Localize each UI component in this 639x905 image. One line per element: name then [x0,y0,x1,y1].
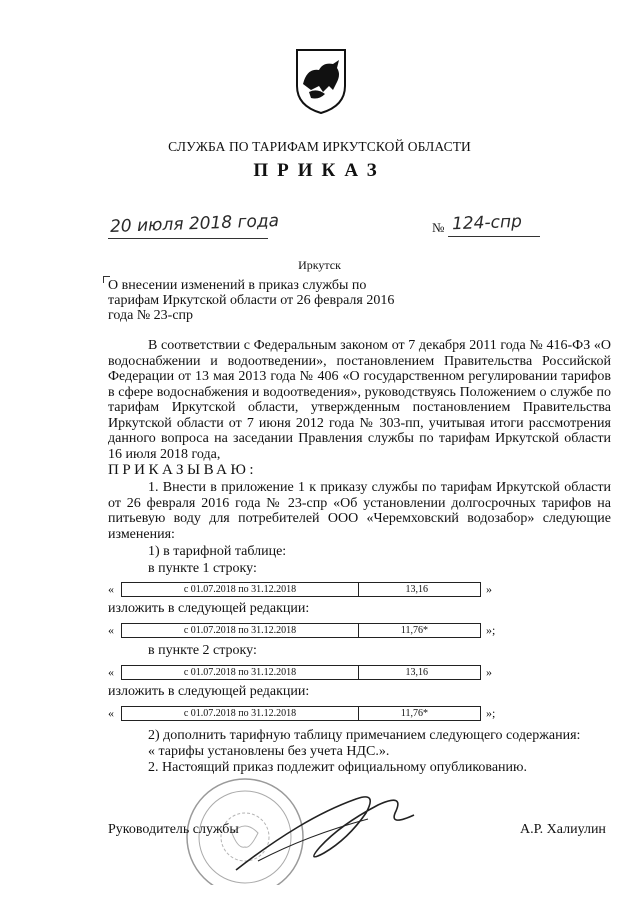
value-text: 13,16 [405,667,428,678]
table-row [108,623,508,637]
value-cell [359,666,480,679]
period-cell: с 01.07.2018 по 31.12.2018 [122,624,359,637]
tariff-table-row [121,623,481,638]
tariff-table-row [121,582,481,597]
open-quote: « [108,665,114,679]
table-row [108,582,508,596]
table-row [108,665,508,679]
point-1-label: в пункте 1 строку: [148,561,257,576]
handwritten-number: 124-спр [451,211,523,235]
value-cell [359,624,480,637]
period-cell: с 01.07.2018 по 31.12.2018 [122,583,359,596]
value-cell [359,707,480,720]
preamble-paragraph: В соответствии с Федеральным законом от 7 декабря 2011 года № 416-ФЗ «О водоснабжении и водоотведении», постановлением Правительства Российской Федерации от 13 мая 2013 года № 406 «О государственном регулировании тарифов в сфере водоснабжения и водоотведения», руководствуясь Положением о службе по тарифам Иркутской области, утвержденным постановлением Правительства Иркутской области от 7 июня 2012 года № 303-пп, учитывая итоги рассмотрения данного вопроса на заседании Правления службы по тарифам Иркутской области 16 июля 2018 года, [108,338,611,462]
head-name: А.Р. Халиулин [520,822,606,837]
note-text: « тарифы установлены без учета НДС.». [148,744,390,759]
close-quote: » [486,582,492,596]
item-1-paragraph: 1. Внести в приложение 1 к приказу службы по тарифам Иркутской области от 26 февраля 2016 года № 23-спр «Об установлении долгосрочных тарифов на питьевую воду для потребителей ООО «Черемховский водозабор» следующие изменения: [108,480,611,542]
number-underline [448,236,540,237]
document-subject: О внесении изменений в приказ службы по тарифам Иркутской области от 26 февраля 2016 года № 23-спр [108,278,395,323]
date-underline [108,238,268,239]
order-word: ПРИКАЗЫВАЮ: [108,462,258,478]
point-2-label: в пункте 2 строку: [148,643,257,658]
city-name: Иркутск [298,258,341,272]
signature-icon [228,775,438,880]
item-2-text: 2. Настоящий приказ подлежит официальному опубликованию. [148,760,527,775]
period-cell: с 01.07.2018 по 31.12.2018 [122,666,359,679]
value-text: 13,16 [405,584,428,595]
close-quote: »; [486,623,496,637]
replace-text-2: изложить в следующей редакции: [108,684,310,699]
coat-of-arms-icon [293,46,349,116]
table-row [108,706,508,720]
close-quote: »; [486,706,496,720]
organization-name: СЛУЖБА ПО ТАРИФАМ ИРКУТСКОЙ ОБЛАСТИ [168,139,471,154]
number-label: № [432,220,445,235]
close-quote: » [486,665,492,679]
handwritten-date: 20 июля 2018 года [109,211,280,237]
value-cell [359,583,480,596]
sub-item-2: 2) дополнить тарифную таблицу примечанием следующего содержания: [148,728,581,743]
period-cell: с 01.07.2018 по 31.12.2018 [122,707,359,720]
head-position: Руководитель службы [108,822,239,837]
open-quote: « [108,623,114,637]
open-quote: « [108,582,114,596]
replace-text-1: изложить в следующей редакции: [108,601,310,616]
document-title: ПРИКАЗ [253,160,386,181]
tariff-table-row [121,706,481,721]
value-text: 11,76* [400,625,428,636]
sub-item-1: 1) в тарифной таблице: [148,544,287,559]
tariff-table-row [121,665,481,680]
open-quote: « [108,706,114,720]
value-text: 11,76* [400,708,428,719]
